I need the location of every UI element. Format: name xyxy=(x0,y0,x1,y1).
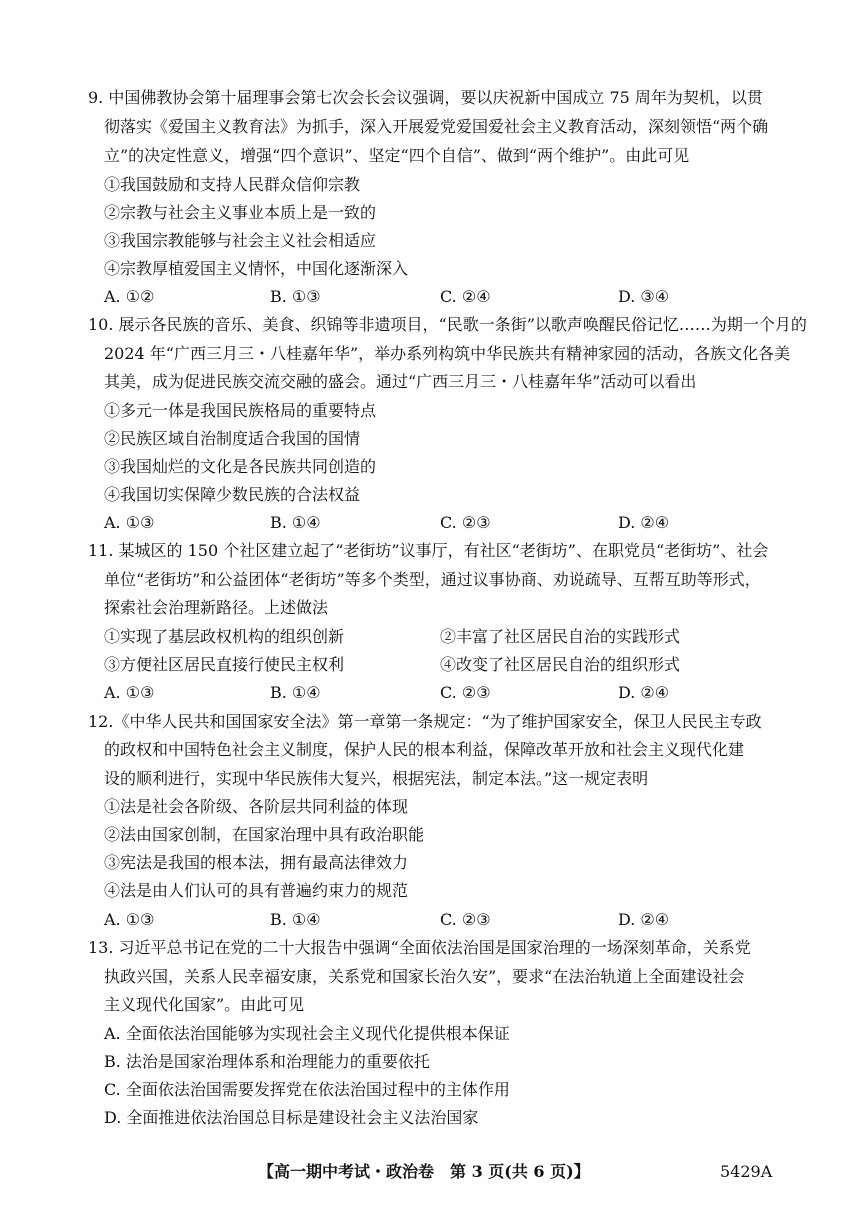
statement-item: ①我国鼓励和支持人民群众信仰宗教 xyxy=(104,175,361,194)
statement-item: ②宗教与社会主义事业本质上是一致的 xyxy=(104,203,377,222)
paper-code: 5429A xyxy=(720,1162,773,1181)
question-stem-line: 其美，成为促进民族交流交融的盛会。通过“广西三月三・八桂嘉年华”活动可以看出 xyxy=(104,372,697,391)
question-stem-line: 的政权和中国特色社会主义制度，保护人民的根本利益，保障改革开放和社会主义现代化建 xyxy=(104,740,745,759)
statement-item: ③我国灿烂的文化是各民族共同创造的 xyxy=(104,457,377,476)
choice-b: B. ①④ xyxy=(270,910,321,929)
choice-c: C. ②③ xyxy=(440,910,491,929)
choice-b: B. ①③ xyxy=(270,287,321,306)
question-stem-line: 11. 某城区的 150 个社区建立起了“老街坊”议事厅，有社区“老街坊”、在职党员“老街坊”、社会 xyxy=(88,541,769,560)
question-stem-line: 执政兴国，关系人民幸福安康，关系党和国家长治久安”，要求“在法治轨道上全面建设社会 xyxy=(104,967,745,986)
statement-item: ①多元一体是我国民族格局的重要特点 xyxy=(104,401,377,420)
choice-a: A. ①③ xyxy=(104,683,155,702)
choice-c: C. ②③ xyxy=(440,683,491,702)
statement-item: ④改变了社区居民自治的组织形式 xyxy=(440,655,681,674)
choice-c: C. ②③ xyxy=(440,513,491,532)
statement-item: ①实现了基层政权机构的组织创新 xyxy=(104,627,345,646)
question-stem-line: 9. 中国佛教协会第十届理事会第七次会长会议强调，要以庆祝新中国成立 75 周年为契机，以贯 xyxy=(88,88,763,107)
choice-d: D. ②④ xyxy=(618,513,670,532)
statement-row xyxy=(104,626,744,648)
statement-item: ④宗教厚植爱国主义情怀，中国化逐渐深入 xyxy=(104,259,409,278)
answer-choices xyxy=(104,286,744,308)
answer-choices xyxy=(104,512,744,534)
choice-b: B. ①④ xyxy=(270,513,321,532)
choice-c: C. 全面依法治国需要发挥党在依法治国过程中的主体作用 xyxy=(104,1080,510,1099)
question-stem-line: 单位“老街坊”和公益团体“老街坊”等多个类型，通过议事协商、劝说疏导、互帮互助等形式， xyxy=(104,570,761,589)
question-stem-line: 10. 展示各民族的音乐、美食、织锦等非遗项目，“民歌一条街”以歌声唤醒民俗记忆……为期一个月的 xyxy=(88,315,807,334)
choice-d: D. ③④ xyxy=(618,287,670,306)
answer-choices xyxy=(104,682,744,704)
question-stem-line: 2024 年“广西三月三・八桂嘉年华”，举办系列构筑中华民族共有精神家园的活动，各族文化各美 xyxy=(104,344,791,363)
statement-item: ②民族区域自治制度适合我国的国情 xyxy=(104,429,361,448)
choice-d: D. 全面推进依法治国总目标是建设社会主义法治国家 xyxy=(104,1108,479,1127)
question-stem-line: 设的顺利进行，实现中华民族伟大复兴，根据宪法，制定本法。”这一规定表明 xyxy=(104,769,649,788)
statement-row xyxy=(104,654,744,676)
question-stem-line: 立”的决定性意义，增强“四个意识”、坚定“四个自信”、做到“两个维护”。由此可见 xyxy=(104,146,690,165)
choice-b: B. ①④ xyxy=(270,683,321,702)
choice-d: D. ②④ xyxy=(618,683,670,702)
question-stem-line: 13. 习近平总书记在党的二十大报告中强调“全面依法治国是国家治理的一场深刻革命，关系党 xyxy=(88,938,751,957)
question-stem-line: 探索社会治理新路径。上述做法 xyxy=(104,598,329,617)
statement-item: ③方便社区居民直接行使民主权利 xyxy=(104,655,345,674)
choice-a: A. ①② xyxy=(104,287,155,306)
statement-item: ②丰富了社区居民自治的实践形式 xyxy=(440,627,681,646)
question-stem-line: 彻落实《爱国主义教育法》为抓手，深入开展爱党爱国爱社会主义教育活动，深刻领悟“两个确 xyxy=(104,117,769,136)
question-stem-line: 主义现代化国家”。由此可见 xyxy=(104,995,305,1014)
page-footer xyxy=(0,1160,860,1184)
choice-a: A. ①③ xyxy=(104,513,155,532)
choice-c: C. ②④ xyxy=(440,287,491,306)
statement-item: ④我国切实保障少数民族的合法权益 xyxy=(104,485,361,504)
answer-choices xyxy=(104,909,744,931)
choice-b: B. 法治是国家治理体系和治理能力的重要依托 xyxy=(104,1052,430,1071)
choice-d: D. ②④ xyxy=(618,910,670,929)
choice-a: A. ①③ xyxy=(104,910,155,929)
footer-title: 【高一期中考试・政治卷 第 3 页(共 6 页)】 xyxy=(258,1162,590,1181)
choice-a: A. 全面依法治国能够为实现社会主义现代化提供根本保证 xyxy=(104,1024,510,1043)
statement-item: ③宪法是我国的根本法，拥有最高法律效力 xyxy=(104,853,409,872)
statement-item: ①法是社会各阶级、各阶层共同利益的体现 xyxy=(104,797,409,816)
question-stem-line: 12.《中华人民共和国国家安全法》第一章第一条规定：“为了维护国家安全，保卫人民民主专政 xyxy=(88,712,762,731)
statement-item: ②法由国家创制，在国家治理中具有政治职能 xyxy=(104,825,425,844)
statement-item: ③我国宗教能够与社会主义社会相适应 xyxy=(104,231,377,250)
statement-item: ④法是由人们认可的具有普遍约束力的规范 xyxy=(104,881,409,900)
